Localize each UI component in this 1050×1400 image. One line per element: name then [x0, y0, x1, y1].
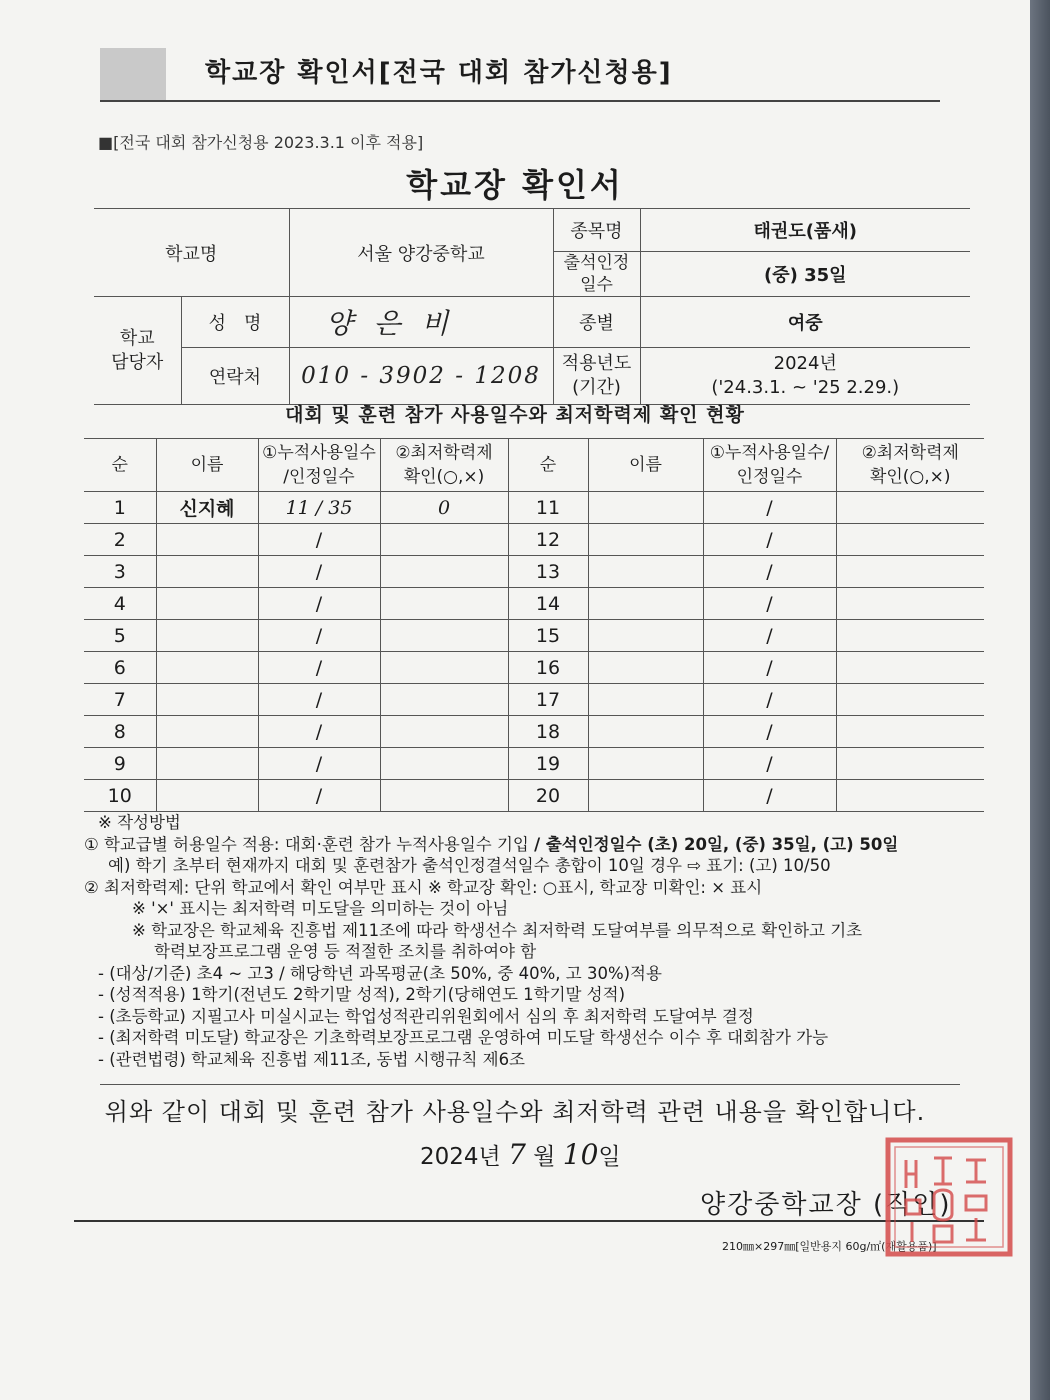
table-row	[84, 748, 984, 780]
student-name-right	[588, 716, 703, 748]
min-academic-check-right	[836, 588, 984, 620]
row-number: 3	[84, 556, 156, 588]
student-name-right	[588, 748, 703, 780]
guide-heading: ※ 작성방법	[98, 813, 181, 832]
student-name-right	[588, 524, 703, 556]
table-row	[84, 556, 984, 588]
period-value-cell	[640, 348, 970, 405]
student-name-right	[588, 652, 703, 684]
student-name-right	[588, 556, 703, 588]
min-academic-check-right	[836, 652, 984, 684]
attend-label-line1: 출석인정	[563, 253, 630, 273]
row-number: 5	[84, 620, 156, 652]
guide-line-4: ※ '×' 표시는 최저학력 미도달을 의미하는 것이 아님	[132, 899, 509, 918]
row-number: 2	[84, 524, 156, 556]
section-title: 대회 및 훈련 참가 사용일수와 최저학력제 확인 현황	[285, 404, 745, 426]
cumulative-days: /	[258, 620, 380, 652]
guide-line-7: - (대상/기준) 초4 ~ 고3 / 해당학년 과목평균(초 50%, 중 40%, 고 30%)적용	[98, 963, 662, 983]
school-label: 학교명	[94, 209, 289, 297]
table-row	[84, 524, 984, 556]
col-header-min	[380, 439, 508, 492]
writing-guide	[84, 812, 994, 1070]
background-edge	[1030, 0, 1050, 1400]
table-row	[84, 716, 984, 748]
min-academic-check	[380, 748, 508, 780]
table-header-row	[84, 439, 984, 492]
period-label	[553, 348, 640, 405]
issue-date	[420, 1138, 621, 1171]
table-row	[84, 588, 984, 620]
student-name	[156, 748, 258, 780]
guide-line-1	[84, 834, 994, 856]
col-header-no-right: 순	[508, 439, 588, 492]
row-number-right: 20	[508, 780, 588, 812]
event-value: 태권도(품새)	[640, 209, 970, 252]
header-gray-box	[100, 48, 166, 100]
guide-line-3: ② 최저학력제: 단위 학교에서 확인 여부만 표시 ※ 학교장 확인: ○표시, 학교장 미확인: × 표시	[84, 877, 763, 897]
date-year: 2024년	[420, 1144, 501, 1170]
cumulative-days: /	[258, 748, 380, 780]
row-number-right: 15	[508, 620, 588, 652]
cumulative-days: /	[258, 684, 380, 716]
student-name	[156, 588, 258, 620]
manager-label	[94, 297, 181, 405]
manager-label-line2: 담당자	[111, 351, 164, 373]
attend-label-line2: 일수	[580, 275, 613, 295]
contact-value: 010 - 3902 - 1208	[289, 348, 553, 405]
cumulative-days: /	[258, 524, 380, 556]
min-academic-check	[380, 652, 508, 684]
min-academic-check	[380, 780, 508, 812]
row-number-right: 18	[508, 716, 588, 748]
student-name-right	[588, 620, 703, 652]
attend-value: (중) 35일	[640, 252, 970, 297]
header-title: 학교장 확인서[전국 대회 참가신청용]	[205, 58, 673, 88]
row-number: 7	[84, 684, 156, 716]
official-seal-icon	[882, 1134, 1016, 1260]
table-row	[84, 620, 984, 652]
cumulative-days: 11 / 35	[258, 492, 380, 524]
cumulative-days: /	[258, 716, 380, 748]
name-value: 양 은 비	[289, 297, 553, 348]
cumulative-days-right: /	[703, 684, 836, 716]
col-header-min-line1: ②최저학력제	[395, 443, 493, 463]
min-academic-check-right	[836, 748, 984, 780]
row-number: 8	[84, 716, 156, 748]
guide-line-6: 학력보장프로그램 운영 등 적절한 조치를 취하여야 함	[154, 942, 537, 961]
row-number-right: 19	[508, 748, 588, 780]
col-header-days-line2: /인정일수	[283, 467, 355, 487]
student-name-right	[588, 780, 703, 812]
period-label-line1: 적용년도	[561, 353, 632, 374]
school-value: 서울 양강중학교	[289, 209, 553, 297]
student-name	[156, 652, 258, 684]
row-number-right: 13	[508, 556, 588, 588]
student-name	[156, 524, 258, 556]
cumulative-days: /	[258, 556, 380, 588]
cumulative-days: /	[258, 652, 380, 684]
header-divider	[100, 100, 940, 102]
guide-line-11: - (관련법령) 학교체육 진흥법 제11조, 동법 시행규칙 제6조	[98, 1049, 525, 1069]
min-academic-check	[380, 556, 508, 588]
document-title: 학교장 확인서	[406, 166, 624, 204]
period-label-line2: (기간)	[572, 377, 621, 398]
col-header-min-right	[836, 439, 984, 492]
cumulative-days-right: /	[703, 716, 836, 748]
table-row	[84, 492, 984, 524]
cumulative-days-right: /	[703, 588, 836, 620]
col-header-min-line2: 확인(○,×)	[403, 467, 485, 487]
min-academic-check-right	[836, 492, 984, 524]
row-number: 6	[84, 652, 156, 684]
confirm-divider	[100, 1084, 960, 1085]
min-academic-check: 0	[380, 492, 508, 524]
cumulative-days-right: /	[703, 652, 836, 684]
min-academic-check	[380, 620, 508, 652]
date-day-unit: 일	[598, 1144, 621, 1170]
student-name-right	[588, 492, 703, 524]
min-academic-check-right	[836, 620, 984, 652]
row-number: 10	[84, 780, 156, 812]
guide-line-10: - (최저학력 미도달) 학교장은 기초학력보장프로그램 운영하여 미도달 학생선수 이수 후 대회참가 가능	[98, 1028, 829, 1047]
category-label: 종별	[553, 297, 640, 348]
confirm-statement: 위와 같이 대회 및 훈련 참가 사용일수와 최저학력 관련 내용을 확인합니다.	[104, 1098, 926, 1126]
student-name	[156, 620, 258, 652]
cumulative-days: /	[258, 780, 380, 812]
min-academic-check-right	[836, 716, 984, 748]
guide-line-8: - (성적적용) 1학기(전년도 2학기말 성적), 2학기(당해연도 1학기말 성적)	[98, 985, 626, 1004]
cumulative-days-right: /	[703, 556, 836, 588]
student-name-right	[588, 588, 703, 620]
guide-line-9: - (초등학교) 지필고사 미실시교는 학업성적관리위원회에서 심의 후 최저학력 도달여부 결정	[98, 1006, 754, 1026]
student-name	[156, 684, 258, 716]
student-name-right	[588, 684, 703, 716]
signer-name: 양강중학교장 (직인)	[700, 1190, 952, 1220]
student-name	[156, 556, 258, 588]
student-name	[156, 716, 258, 748]
min-academic-check-right	[836, 684, 984, 716]
cumulative-days: /	[258, 588, 380, 620]
min-academic-check	[380, 524, 508, 556]
event-label: 종목명	[553, 209, 640, 252]
guide-line-1b: / 출석인정일수 (초) 20일, (중) 35일, (고) 50일	[534, 834, 899, 854]
col-header-days-line1: ①누적사용일수	[262, 443, 376, 463]
row-number-right: 11	[508, 492, 588, 524]
col-header-name: 이름	[156, 439, 258, 492]
table-row	[84, 652, 984, 684]
min-academic-check	[380, 716, 508, 748]
min-academic-check	[380, 684, 508, 716]
col-header-min-right-line1: ②최저학력제	[861, 443, 959, 463]
guide-line-5: ※ 학교장은 학교체육 진흥법 제11조에 따라 학생선수 최저학력 도달여부를 의무적으로 확인하고 기초	[132, 920, 863, 940]
category-value: 여중	[640, 297, 970, 348]
date-month-unit: 월	[533, 1144, 556, 1170]
row-number-right: 12	[508, 524, 588, 556]
col-header-days-right-line2: 인정일수	[736, 467, 803, 487]
min-academic-check-right	[836, 524, 984, 556]
date-day: 10	[562, 1138, 599, 1171]
student-name: 신지혜	[156, 492, 258, 524]
participation-table	[84, 438, 984, 812]
table-row	[84, 780, 984, 812]
year-value: 2024년	[773, 353, 837, 374]
date-month: 7	[508, 1138, 526, 1171]
applicability-note: ■[전국 대회 참가신청용 2023.3.1 이후 적용]	[98, 133, 424, 152]
row-number-right: 16	[508, 652, 588, 684]
col-header-no: 순	[84, 439, 156, 492]
attend-label	[553, 252, 640, 297]
min-academic-check-right	[836, 780, 984, 812]
col-header-days-right	[703, 439, 836, 492]
col-header-min-right-line2: 확인(○,×)	[869, 467, 951, 487]
cumulative-days-right: /	[703, 524, 836, 556]
min-academic-check-right	[836, 556, 984, 588]
contact-label: 연락처	[181, 348, 289, 405]
manager-label-line1: 학교	[119, 327, 155, 349]
student-name	[156, 780, 258, 812]
paper-spec: 210㎜×297㎜[일반용지 60g/㎡(재활용품)]	[722, 1240, 937, 1253]
col-header-days	[258, 439, 380, 492]
row-number: 4	[84, 588, 156, 620]
row-number-right: 14	[508, 588, 588, 620]
col-header-days-right-line1: ①누적사용일수/	[709, 443, 830, 463]
cumulative-days-right: /	[703, 780, 836, 812]
cumulative-days-right: /	[703, 748, 836, 780]
row-number-right: 17	[508, 684, 588, 716]
cumulative-days-right: /	[703, 492, 836, 524]
row-number: 9	[84, 748, 156, 780]
min-academic-check	[380, 588, 508, 620]
period-value: ('24.3.1. ~ '25 2.29.)	[711, 377, 900, 398]
guide-line-1a: ① 학교급별 허용일수 적용: 대회·훈련 참가 누적사용일수 기입	[84, 834, 535, 854]
table-row	[84, 684, 984, 716]
info-table	[94, 208, 970, 405]
row-number: 1	[84, 492, 156, 524]
guide-line-2: 예) 학기 초부터 현재까지 대회 및 훈련참가 출석인정결석일수 총합이 10일 경우 ⇨ 표기: (고) 10/50	[108, 856, 831, 875]
name-label: 성 명	[181, 297, 289, 348]
col-header-name-right: 이름	[588, 439, 703, 492]
cumulative-days-right: /	[703, 620, 836, 652]
footer-divider	[74, 1220, 984, 1222]
